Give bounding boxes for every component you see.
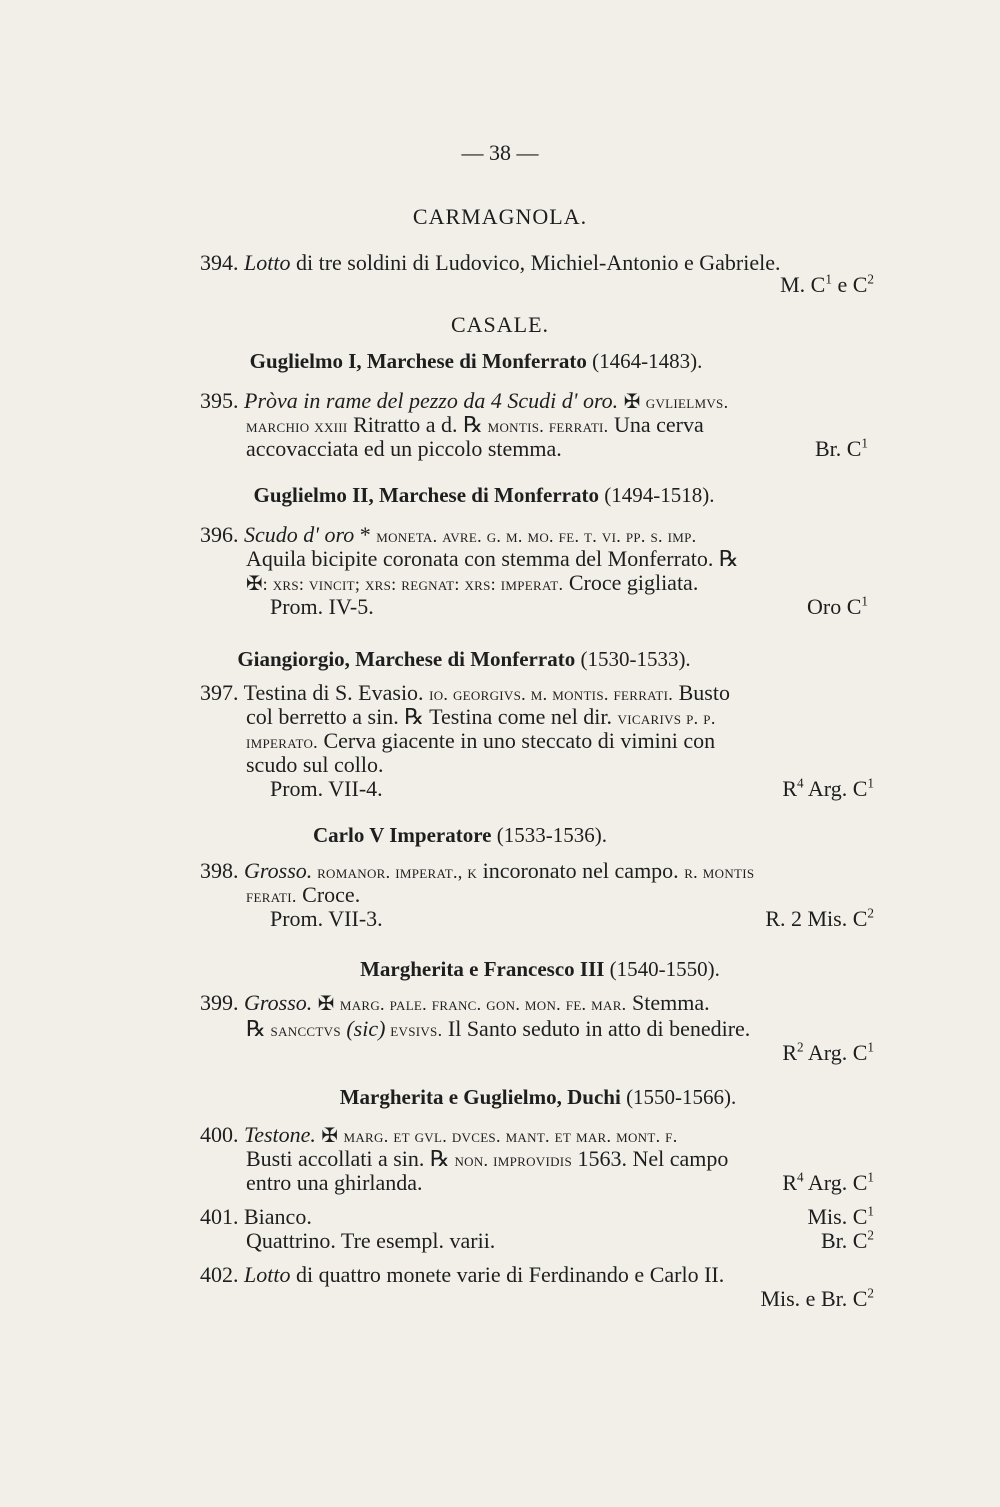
entry-text: Busti accollati a sin. bbox=[246, 1146, 430, 1171]
meta-sup: 1 bbox=[861, 593, 868, 609]
meta-text: Arg. C bbox=[803, 1040, 868, 1065]
cross-icon: ✠ bbox=[246, 572, 263, 595]
entry-title: Testone. bbox=[244, 1122, 316, 1147]
entry-397-line-2 bbox=[246, 704, 716, 731]
ruler-dates: (1533-1536). bbox=[496, 823, 607, 847]
meta-sup: 1 bbox=[867, 1039, 874, 1055]
entry-396-prom: Prom. IV-5. bbox=[270, 594, 374, 619]
meta-text: Mis. C bbox=[807, 1204, 868, 1229]
legend-text: romanor. imperat., bbox=[312, 862, 463, 882]
entry-400-line-2 bbox=[246, 1146, 728, 1173]
entry-399-line-2 bbox=[246, 1016, 750, 1043]
meta-sup: 4 bbox=[797, 1169, 804, 1185]
ruler-heading-guglielmo-ii bbox=[0, 482, 984, 508]
legend-text: marchio xxiii bbox=[246, 416, 348, 436]
entry-number: 394. bbox=[200, 250, 239, 275]
page-number: — 38 — bbox=[461, 140, 539, 165]
meta-sup: 1 bbox=[867, 775, 874, 791]
entry-title: Pròva in rame del pezzo da 4 Scudi d' oro. bbox=[244, 388, 619, 413]
legend-text: montis. ferrati. bbox=[482, 416, 609, 436]
ruler-name: Carlo V Imperatore bbox=[313, 823, 492, 847]
entry-397-prom: Prom. VII-4. bbox=[270, 776, 383, 801]
entry-397-line-1 bbox=[200, 680, 730, 707]
entry-397-line-4: scudo sul collo. bbox=[246, 752, 384, 777]
entry-text: Croce. bbox=[296, 882, 361, 907]
entry-398-line-2 bbox=[246, 882, 360, 909]
entry-text: Il Santo seduto in atto di benedire. bbox=[442, 1016, 751, 1041]
reverse-icon: ℞ bbox=[246, 1016, 266, 1041]
ruler-heading-guglielmo-i bbox=[0, 348, 976, 374]
legend-text: : xrs: vincit; xrs: regnat: xrs: imperat. bbox=[262, 574, 564, 594]
ruler-name: Margherita e Francesco III bbox=[360, 957, 605, 981]
entry-title: Scudo d' oro bbox=[244, 522, 355, 547]
entry-396-line-2 bbox=[246, 546, 739, 572]
entry-398-meta bbox=[765, 906, 874, 932]
legend-text: ferati. bbox=[246, 886, 297, 906]
entry-397-line-3 bbox=[246, 728, 715, 755]
entry-number: 396. bbox=[200, 522, 239, 547]
entry-395-line-2 bbox=[246, 412, 704, 439]
meta-text: R. 2 Mis. C bbox=[765, 906, 868, 931]
legend-text: marg. et gvl. dvces. mant. et mar. mont. f. bbox=[343, 1126, 678, 1146]
entry-400-meta bbox=[782, 1170, 874, 1196]
entry-text: Bianco. bbox=[244, 1204, 312, 1229]
entry-title: Lotto bbox=[244, 250, 291, 275]
entry-text: di tre soldini di Ludovico, Michiel-Antonio e Gabriele. bbox=[290, 250, 781, 275]
entry-text: Ritratto a d. bbox=[347, 412, 464, 437]
ruler-name: Guglielmo II, Marchese di Monferrato bbox=[253, 483, 599, 507]
ruler-name: Guglielmo I, Marchese di Monferrato bbox=[249, 349, 587, 373]
ruler-name: Giangiorgio, Marchese di Monferrato bbox=[237, 647, 576, 671]
reverse-icon: ℞ bbox=[463, 412, 483, 437]
meta-text: R bbox=[782, 776, 798, 801]
legend-text: k bbox=[462, 862, 478, 882]
entry-number: 400. bbox=[200, 1122, 239, 1147]
entry-395-line-3: accovacciata ed un piccolo stemma. bbox=[246, 436, 562, 461]
entry-title: Lotto bbox=[244, 1262, 291, 1287]
meta-sup: 4 bbox=[797, 775, 804, 791]
ruler-dates: (1530-1533). bbox=[580, 647, 691, 671]
legend-text: r. montis bbox=[684, 862, 755, 882]
entry-text: Testina come nel dir. bbox=[423, 704, 618, 729]
entry-number: 401. bbox=[200, 1204, 239, 1229]
entry-400-line-3: entro una ghirlanda. bbox=[246, 1170, 423, 1195]
entry-396-line-1 bbox=[200, 522, 697, 549]
legend-text: non. improvidis bbox=[449, 1150, 572, 1170]
ruler-dates: (1550-1566). bbox=[626, 1085, 737, 1109]
meta-text: Oro C bbox=[807, 594, 862, 619]
entry-text: Aquila bicipite coronata con stemma del Monferrato. bbox=[246, 546, 719, 571]
meta-text: Mis. e Br. C bbox=[760, 1286, 868, 1311]
star-mark: * bbox=[354, 522, 377, 547]
legend-text: moneta. avre. g. m. mo. fe. t. vi. pp. s. imp. bbox=[376, 526, 697, 546]
meta-sup: 2 bbox=[867, 905, 874, 921]
entry-number: 399. bbox=[200, 990, 239, 1015]
cross-icon: ✠ bbox=[623, 390, 641, 413]
entry-395-meta bbox=[815, 436, 868, 462]
entry-text: Una cerva bbox=[608, 412, 704, 437]
legend-text: marg. pale. franc. gon. mon. fe. mar. bbox=[339, 994, 627, 1014]
meta-sup: 2 bbox=[867, 271, 874, 287]
entry-text: Stemma. bbox=[626, 990, 710, 1015]
entry-text: Testina di S. Evasio. bbox=[243, 680, 430, 705]
entry-397-meta bbox=[782, 776, 874, 802]
ruler-heading-margherita-francesco bbox=[40, 956, 1000, 982]
ruler-dates: (1494-1518). bbox=[604, 483, 715, 507]
meta-sup: 1 bbox=[861, 435, 868, 451]
entry-399-line-1 bbox=[200, 990, 710, 1017]
entry-text: incoronato nel campo. bbox=[477, 858, 685, 883]
reverse-icon: ℞ bbox=[718, 546, 739, 571]
entry-title: Grosso. bbox=[244, 990, 313, 1015]
entry-text: Cerva giacente in uno steccato di vimini con bbox=[317, 728, 716, 753]
ruler-dates: (1540-1550). bbox=[609, 957, 720, 981]
entry-401-meta-2 bbox=[821, 1228, 874, 1254]
entry-text: Busto bbox=[673, 680, 730, 705]
entry-number: 397. bbox=[200, 680, 239, 705]
cross-icon: ✠ bbox=[317, 992, 335, 1015]
entry-text: col berretto a sin. bbox=[246, 704, 405, 729]
section-title-casale: CASALE. bbox=[450, 312, 550, 337]
entry-396-meta bbox=[807, 594, 868, 620]
entry-398-line-1 bbox=[200, 858, 754, 885]
meta-text: Arg. C bbox=[803, 1170, 868, 1195]
entry-number: 395. bbox=[200, 388, 239, 413]
meta-sup: 2 bbox=[867, 1227, 874, 1243]
legend-text: sancctvs bbox=[265, 1020, 341, 1040]
meta-text: e C bbox=[831, 272, 868, 297]
meta-sup: 2 bbox=[867, 1285, 874, 1301]
legend-text: vicarivs p. p. bbox=[617, 708, 716, 728]
ruler-heading-margherita-guglielmo bbox=[38, 1084, 1000, 1110]
meta-sup: 1 bbox=[825, 271, 832, 287]
entry-395-line-1 bbox=[200, 388, 728, 415]
meta-sup: 1 bbox=[867, 1169, 874, 1185]
ruler-heading-carlo-v bbox=[0, 822, 960, 848]
legend-text: gvlielmvs. bbox=[645, 392, 729, 412]
legend-text: evsivs. bbox=[385, 1020, 443, 1040]
entry-text: Croce gigliata. bbox=[563, 570, 699, 595]
entry-401-line-1 bbox=[200, 1204, 312, 1230]
ruler-name: Margherita e Guglielmo, Duchi bbox=[339, 1085, 621, 1109]
entry-394-line-1 bbox=[200, 250, 780, 276]
entry-398-prom: Prom. VII-3. bbox=[270, 906, 383, 931]
reverse-icon: ℞ bbox=[429, 1146, 450, 1171]
entry-401-line-2: Quattrino. Tre esempl. varii. bbox=[246, 1228, 496, 1253]
meta-text: R bbox=[782, 1040, 798, 1065]
entry-text: 1563. Nel campo bbox=[571, 1146, 729, 1171]
entry-400-line-1 bbox=[200, 1122, 678, 1149]
cross-icon: ✠ bbox=[321, 1124, 338, 1147]
entry-title: Grosso. bbox=[244, 858, 313, 883]
meta-sup: 1 bbox=[867, 1203, 874, 1219]
entry-399-meta bbox=[782, 1040, 874, 1066]
entry-402-line-1 bbox=[200, 1262, 724, 1288]
entry-text: di quattro monete varie di Ferdinando e Carlo II. bbox=[290, 1262, 725, 1287]
entry-402-meta bbox=[760, 1286, 874, 1312]
legend-text: io. georgivs. m. montis. ferrati. bbox=[429, 684, 674, 704]
reverse-icon: ℞ bbox=[404, 704, 424, 729]
entry-394-meta bbox=[780, 272, 874, 298]
ruler-dates: (1464-1483). bbox=[592, 349, 703, 373]
entry-401-meta-1 bbox=[807, 1204, 874, 1230]
legend-text: imperato. bbox=[246, 732, 318, 752]
meta-text: Br. C bbox=[820, 1228, 868, 1253]
meta-text: M. C bbox=[780, 272, 826, 297]
ruler-heading-giangiorgio bbox=[0, 646, 964, 672]
entry-396-line-3 bbox=[246, 570, 698, 597]
entry-number: 402. bbox=[200, 1262, 239, 1287]
section-title-carmagnola: CARMAGNOLA. bbox=[412, 204, 588, 229]
meta-sup: 2 bbox=[797, 1039, 804, 1055]
meta-text: R bbox=[782, 1170, 798, 1195]
meta-text: Arg. C bbox=[803, 776, 868, 801]
entry-note: (sic) bbox=[340, 1016, 386, 1041]
entry-number: 398. bbox=[200, 858, 239, 883]
meta-text: Br. C bbox=[814, 436, 862, 461]
